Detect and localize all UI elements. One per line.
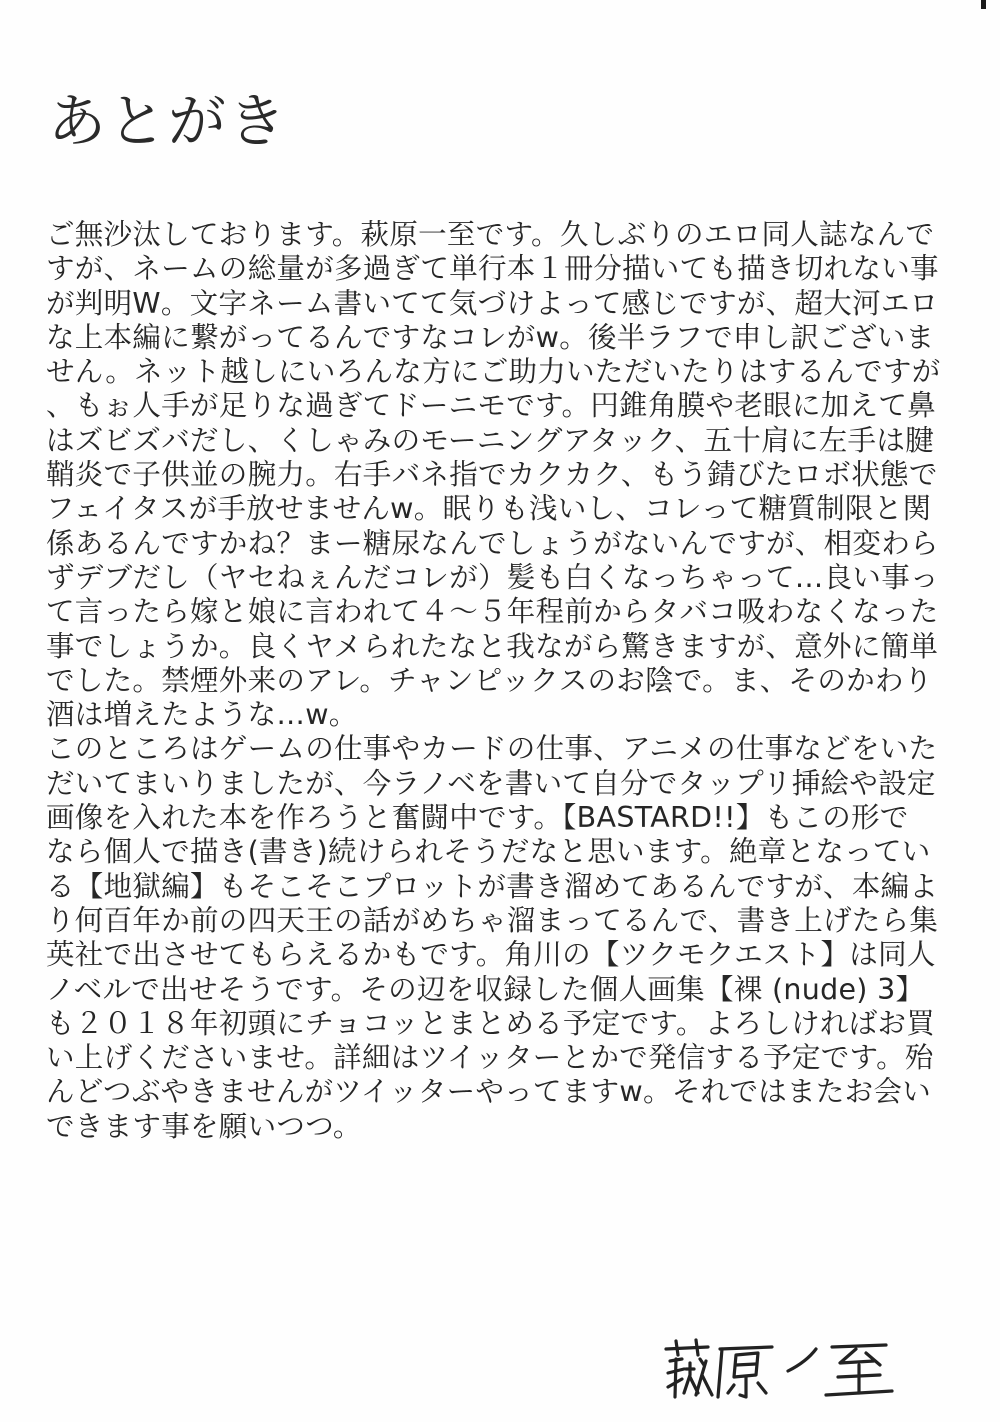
body-line: り何百年か前の四天王の話がめちゃ溜まってるんで、書き上げたら集 [46,903,939,937]
body-line: なら個人で描き(書き)続けられそうだなと思います。絶章となってい [46,835,931,869]
body-line: ご無沙汰しております。萩原一至です。久しぶりのエロ同人誌なんで [46,218,935,251]
body-line: はズビズバだし、くしゃみのモーニングアタック、五十肩に左手は腱 [46,423,934,457]
body-line: せん。ネット越しにいろんな方にご助力いただいたりはするんですが [46,355,941,389]
page-title: あとがき [48,87,289,155]
body-line: 、もぉ人手が足りな過ぎてドーニモです。円錐角膜や老眼に加えて鼻 [46,389,936,423]
body-line: 係あるんですかね？まー糖尿なんでしょうがないんですが、相変わら [46,526,939,560]
body-line: な上本編に繋がってるんですなコレがw。後半ラフで申し訳ございま [46,320,935,354]
body-line: が判明W。文字ネーム書いてて気づけよって感じですが、超大河エロ [46,286,939,320]
scan-corner-mark [981,0,986,9]
body-line: んどつぶやきませんがツイッターやってますw。それではまたお会い [46,1075,932,1109]
body-line: 画像を入れた本を作ろうと奮闘中です。【BASTARD!!】もこの形で [46,801,909,835]
body-line: る【地獄編】もそこそこプロットが書き溜めてあるんですが、本編よ [46,869,939,903]
body-line: も２０１８年初頭にチョコッとまとめる予定です。よろしければお買 [46,1006,936,1040]
body-line: フェイタスが手放せませんw。眠りも浅いし、コレって糖質制限と関 [46,492,932,526]
body-line: だいてまいりましたが、今ラノベを書いて自分でタップリ挿絵や設定 [46,766,936,800]
body-line: でした。禁煙外来のアレ。チャンピックスのお陰で。ま、そのかわり [46,663,933,697]
handwritten-signature [660,1335,900,1405]
body-line: 酒は増えたような…w。 [46,698,358,732]
body-line: すが、ネームの総量が多過ぎて単行本１冊分描いても描き切れない事 [46,252,939,286]
body-line: 鞘炎で子供並の腕力。右手バネ指でカクカク、もう錆びたロボ状態で [46,458,938,492]
body-line: て言ったら嫁と娘に言われて４～５年程前からタバコ吸わなくなった [46,595,939,629]
body-line: 事でしょうか。良くヤメられたなと我ながら驚きますが、意外に簡単 [46,629,939,663]
body-line: ノベルで出せそうです。その辺を収録した個人画集【裸 (nude) 3】 [46,972,925,1006]
body-line: ずデブだし（ヤセねぇんだコレが）髪も白くなっちゃって…良い事っ [46,560,939,594]
body-line: このところはゲームの仕事やカードの仕事、アニメの仕事などをいた [46,732,938,766]
body-line: 英社で出させてもらえるかもです。角川の【ツクモクエスト】は同人 [46,938,936,972]
body-line: い上げくださいませ。詳細はツイッターとかで発信する予定です。殆 [46,1041,934,1075]
afterword-body [46,218,941,1144]
body-line: できます事を願いつつ。 [46,1109,362,1143]
